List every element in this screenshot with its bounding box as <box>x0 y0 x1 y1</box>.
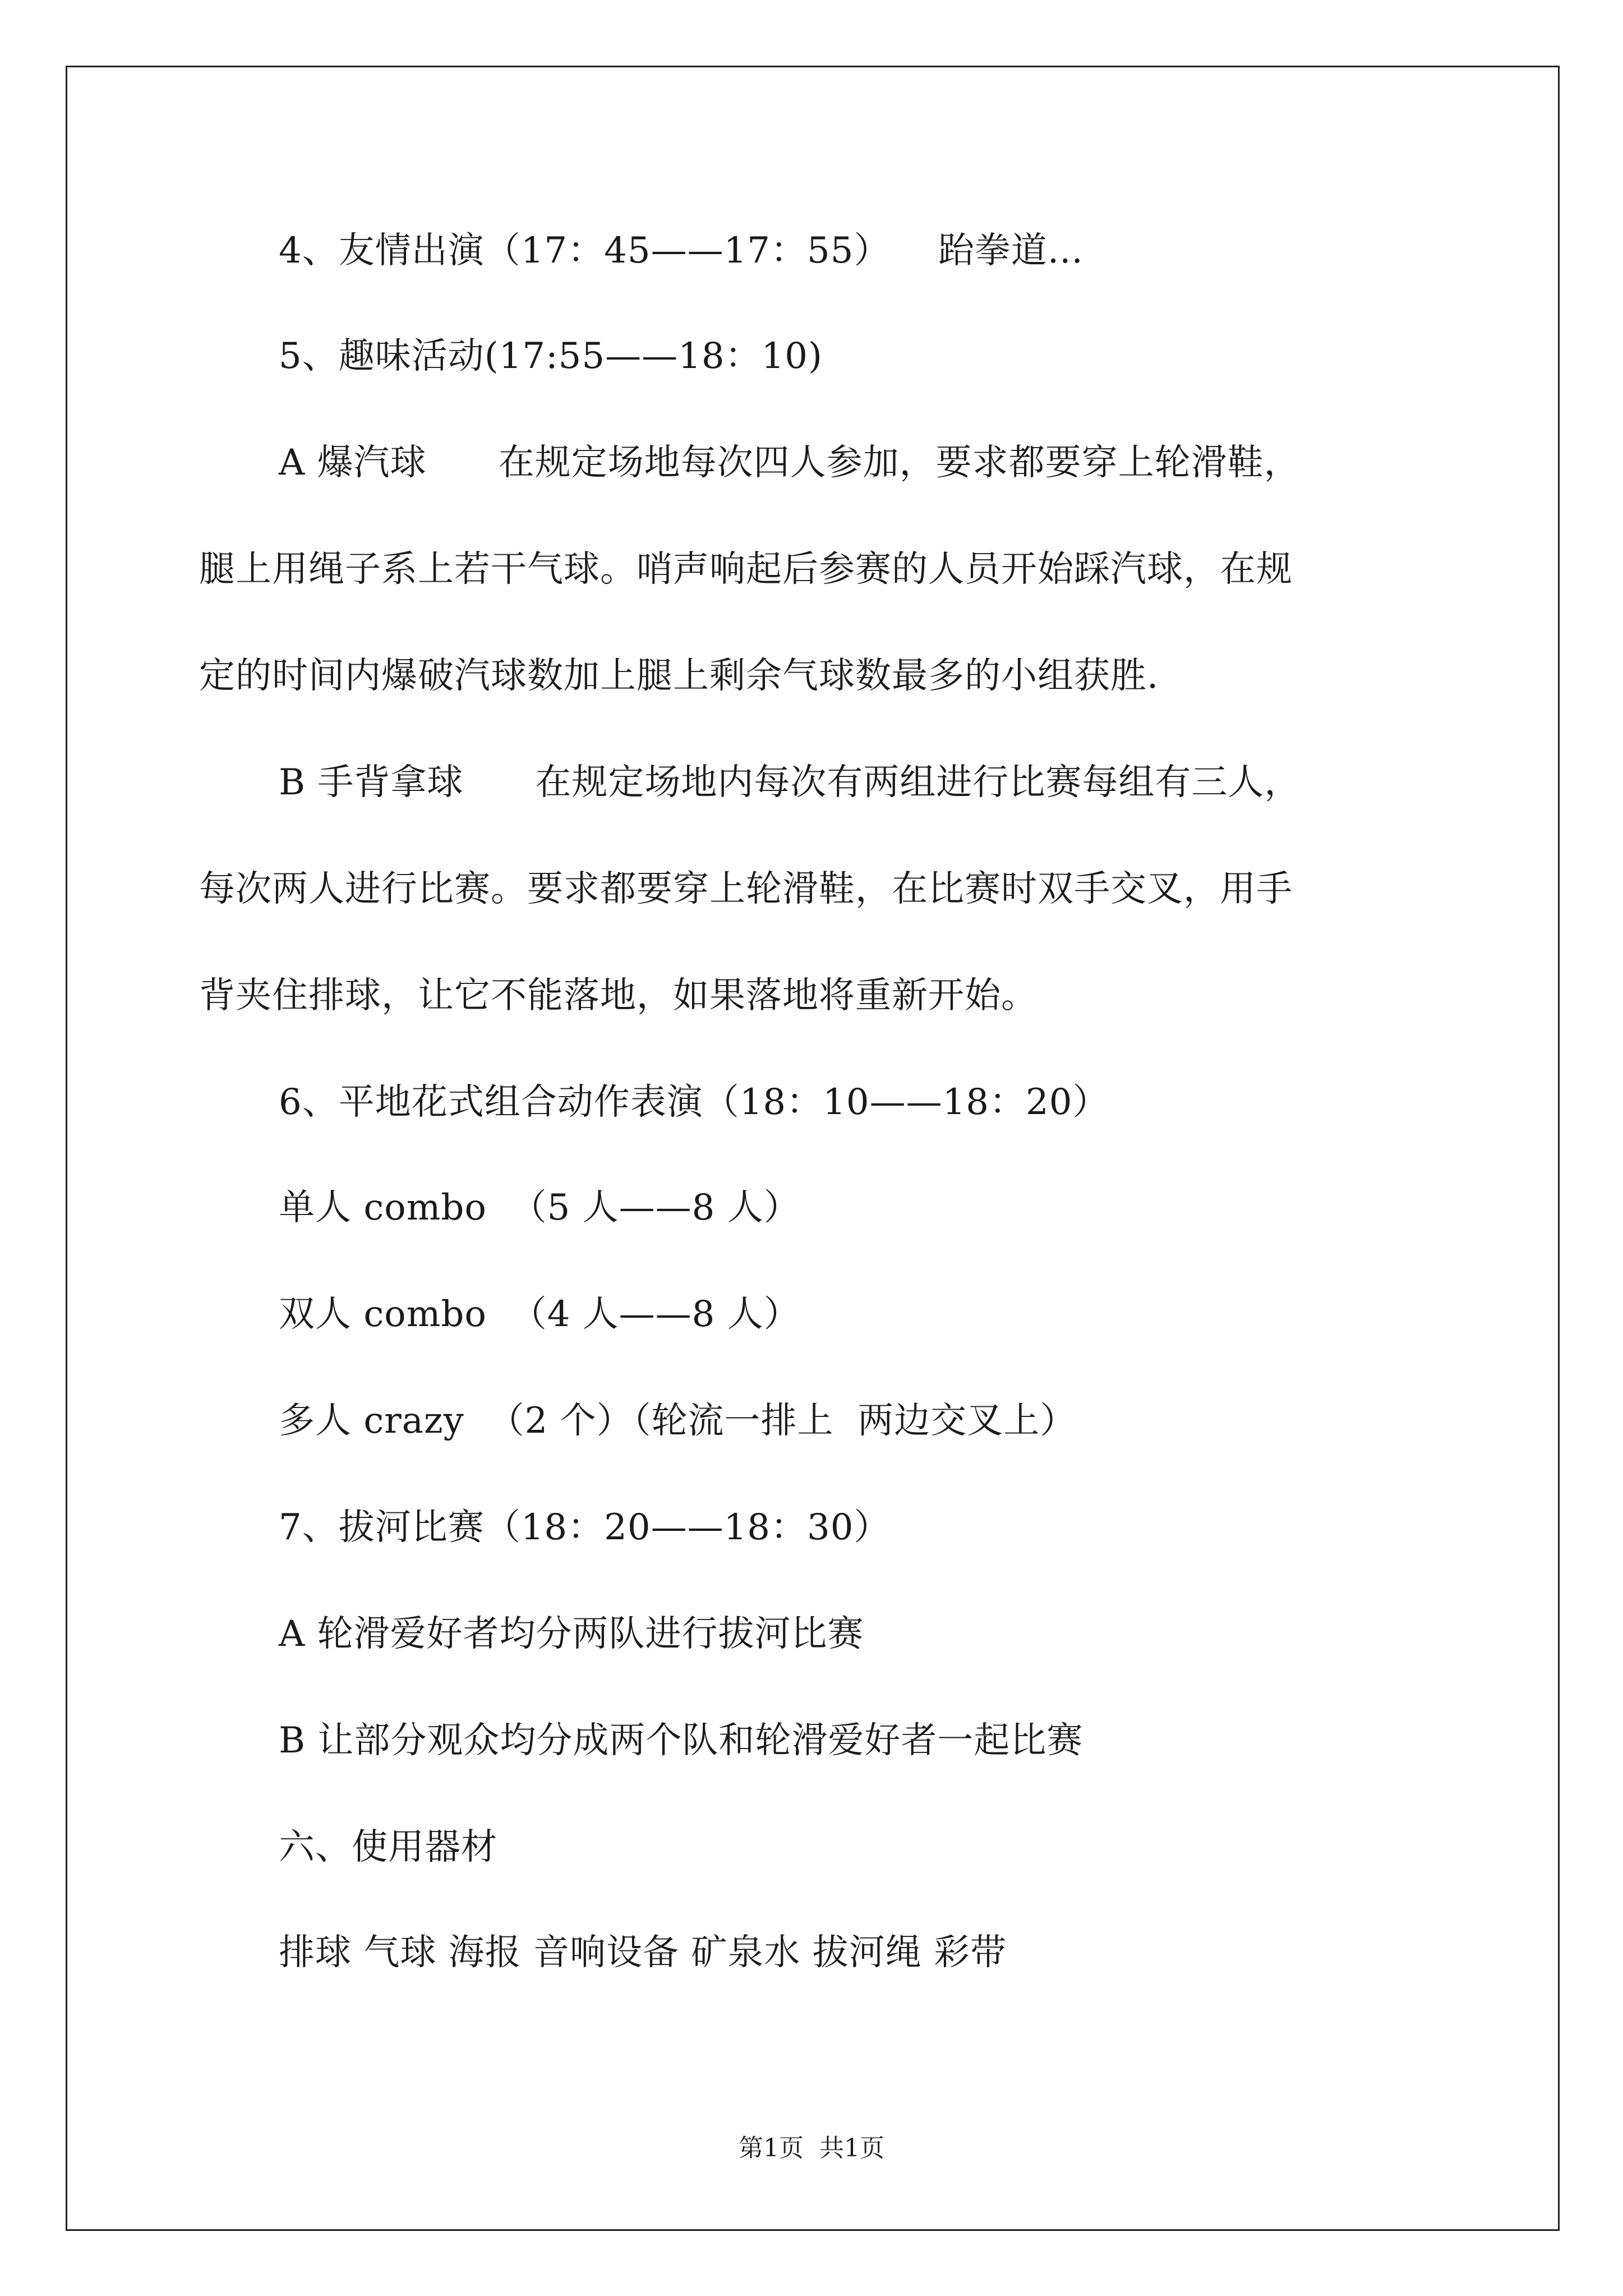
page-footer: 第1页 共1页 <box>739 2134 884 2162</box>
text-line-8: 背夹住排球，让它不能落地，如果落地将重新开始。 <box>199 975 1038 1016</box>
text-line-15: B 让部分观众均分成两个队和轮滑爱好者一起比赛 <box>279 1720 1083 1761</box>
text-line-7: 每次两人进行比赛。要求都要穿上轮滑鞋，在比赛时双手交叉，用手 <box>199 868 1293 910</box>
text-line-9: 6、平地花式组合动作表演（18：10——18：20） <box>279 1082 1109 1123</box>
text-line-10: 单人 combo （5 人——8 人） <box>279 1187 800 1228</box>
text-line-1: 4、友情出演（17：45——17：55） 跆拳道... <box>279 230 1083 272</box>
text-line-11: 双人 combo （4 人——8 人） <box>279 1294 800 1335</box>
text-line-17: 排球 气球 海报 音响设备 矿泉水 拔河绳 彩带 <box>279 1932 1007 1973</box>
text-line-14: A 轮滑爱好者均分两队进行拔河比赛 <box>279 1613 864 1655</box>
text-line-2: 5、趣味活动(17:55——18：10) <box>279 335 823 377</box>
text-line-4: 腿上用绳子系上若干气球。哨声响起后参赛的人员开始踩汽球，在规 <box>199 549 1293 590</box>
text-line-13: 7、拔河比赛（18：20——18：30） <box>279 1507 891 1548</box>
text-line-5: 定的时间内爆破汽球数加上腿上剩余气球数最多的小组获胜. <box>199 655 1159 697</box>
text-line-3: A 爆汽球 在规定场地每次四人参加，要求都要穿上轮滑鞋， <box>279 442 1301 484</box>
text-line-16: 六、使用器材 <box>279 1826 497 1868</box>
text-line-12: 多人 crazy （2 个）（轮流一排上 两边交叉上） <box>279 1400 1077 1442</box>
text-line-6: B 手背拿球 在规定场地内每次有两组进行比赛每组有三人， <box>279 762 1301 803</box>
page-border <box>66 66 1560 2231</box>
